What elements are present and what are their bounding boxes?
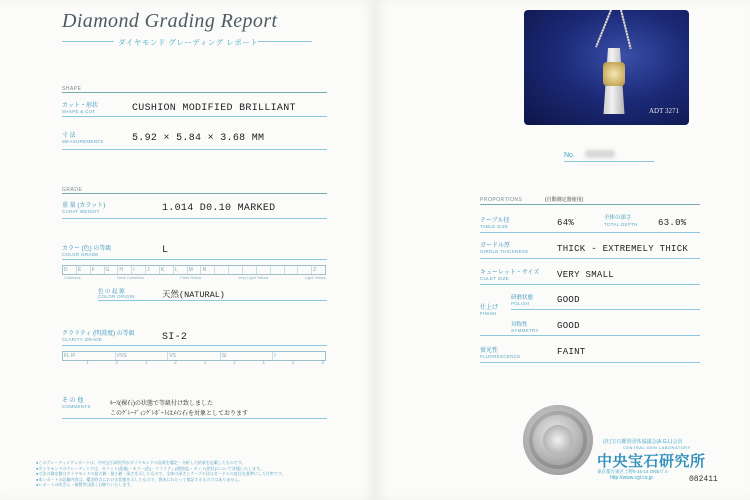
- clarity-scale-cell: FL IF: [63, 352, 116, 360]
- comments-label-jp: そ の 他: [62, 398, 84, 404]
- clarity-sub: 2: [174, 360, 177, 366]
- color-scale-cell: [229, 266, 243, 274]
- stone-photo: [524, 10, 689, 125]
- origin-row-rule: [98, 300, 327, 301]
- color-desc: Faint Yellow: [180, 275, 202, 280]
- total-depth-value: 63.0%: [658, 218, 687, 228]
- clarity-scale-cell: VS: [168, 352, 221, 360]
- color-scale-cell: F: [91, 266, 105, 274]
- shape-section-rule: [62, 92, 327, 93]
- proportions-section-title: PROPORTIONS: [480, 197, 523, 203]
- carat-value: 1.014 D0.10 MARKED: [162, 203, 276, 214]
- table-row-rule: [480, 232, 700, 233]
- clarity-sub: 1: [262, 360, 266, 366]
- origin-value: 天然(NATURAL): [162, 290, 225, 300]
- fineprint-line: ●ダイヤモンドのグレーディングは、カラット(重量)・カラー(色)・クラリティ(透明度)・カット(形状)について評価いたします。: [36, 465, 264, 471]
- clarity-value: SI-2: [162, 332, 188, 343]
- color-scale-cell: D: [63, 266, 77, 274]
- clarity-scale-cell: VVS: [116, 352, 169, 360]
- culet-row-rule: [480, 284, 700, 285]
- symmetry-label-jp: 対称性: [511, 322, 528, 328]
- fineprint-line: ●レポートの改ざん・複製等は固くお断りいたします。: [36, 482, 135, 487]
- comments-row-rule: [62, 418, 327, 419]
- fineprint: [36, 460, 346, 488]
- color-scale-cell: J: [146, 266, 160, 274]
- fluorescence-value: FAINT: [557, 347, 586, 357]
- grade-section-rule: [62, 193, 327, 194]
- color-label-jp: カラー (色) の等級: [62, 246, 112, 252]
- color-scale: [62, 265, 326, 275]
- color-scale-cell: M: [188, 266, 202, 274]
- report-subtitle: ダイヤモンド グレーディング レポート: [118, 38, 259, 47]
- culet-value: VERY SMALL: [557, 270, 615, 280]
- color-scale-cell: I: [132, 266, 146, 274]
- color-scale-cell: E: [77, 266, 91, 274]
- color-scale-cell: [285, 266, 299, 274]
- clarity-scale-subgrades: [86, 360, 324, 366]
- shape-label-en: SHAPE & CUT: [62, 109, 96, 114]
- clarity-sub: 2: [115, 360, 119, 366]
- color-scale-cell: [243, 266, 257, 274]
- chain-left: [595, 10, 612, 47]
- color-scale-cell: [257, 266, 271, 274]
- comments-label-en: COMMENTS: [62, 404, 91, 409]
- serial-number: 082411: [689, 475, 718, 484]
- clarity-label-en: CLARITY GRADE: [62, 337, 103, 342]
- color-scale-cell: [215, 266, 229, 274]
- report-number-label: No.: [564, 152, 575, 159]
- color-row-rule: [62, 259, 327, 260]
- finish-label-en: FINISH: [480, 311, 497, 316]
- color-scale-cell: N: [201, 266, 215, 274]
- clarity-sub: 2: [291, 360, 295, 366]
- carat-row-rule: [62, 218, 327, 219]
- table-size-label-jp: テーブル径: [480, 218, 510, 224]
- org-english-name: CENTRAL GEM LABORATORY: [623, 445, 691, 450]
- fineprint-line: ●本レポートの記載内容は、鑑定時点における状態を示したもので、将来にわたって保証するものではありません。: [36, 476, 243, 482]
- org-membership: (社)宝石鑑別団体協議会(A.G.L)会員: [603, 439, 683, 445]
- color-scale-cell: G: [105, 266, 119, 274]
- table-size-label-en: TABLE SIZE: [480, 224, 509, 229]
- polish-row-rule: [511, 309, 700, 310]
- fluorescence-row-rule: [480, 362, 700, 363]
- finish-row-rule: [480, 335, 700, 336]
- shape-label-jp: カット・形状: [62, 103, 98, 109]
- right-page: [375, 0, 750, 500]
- chain-right: [620, 10, 632, 49]
- girdle-row-rule: [480, 258, 700, 259]
- measurements-label-en: MEASUREMENTS: [62, 139, 104, 144]
- total-depth-label-jp: 全体の深さ: [604, 215, 632, 221]
- measurements-row-rule: [62, 149, 327, 150]
- seal-center: [543, 425, 573, 455]
- org-address: 東京都台東区上野5-15-14 ONEビル: [597, 469, 669, 474]
- total-depth-label-en: TOTAL DEPTH: [604, 222, 638, 227]
- embossed-seal: [523, 405, 593, 475]
- clarity-sub: 2: [232, 360, 236, 366]
- fluorescence-label-jp: 蛍光性: [480, 348, 499, 354]
- origin-label-en: COLOR ORIGIN: [98, 294, 135, 299]
- symmetry-label-en: SYMMETRY: [511, 328, 539, 333]
- color-scale-cell: [298, 266, 312, 274]
- comments-line-1: ﾙｰｽ(裸石)の状態で等級付け致しました: [110, 401, 213, 407]
- report-title: Diamond Grading Report: [62, 10, 278, 32]
- fineprint-line: ●このグレーディングレポートは、中央宝石研究所がダイヤモンドの品質を鑑定・分析した結果を記載したものです。: [36, 460, 246, 465]
- clarity-scale-cell: SI: [221, 352, 274, 360]
- symmetry-value: GOOD: [557, 321, 580, 331]
- color-scale-cell: [271, 266, 285, 274]
- polish-value: GOOD: [557, 295, 580, 305]
- color-scale-cell: K: [160, 266, 174, 274]
- color-desc: Light Yellow: [304, 275, 326, 280]
- color-scale-descriptions: [64, 275, 326, 280]
- color-scale-cell: L: [174, 266, 188, 274]
- comments-line-2: このｸﾞﾚｰﾃﾞｨﾝｸﾞﾚﾎﾟｰﾄはﾒｲﾝ石を対象としております: [110, 411, 249, 417]
- proportions-note: (自動測定器使用): [545, 197, 584, 203]
- clarity-scale-cell: I: [274, 353, 276, 359]
- origin-label-jp: 色 の 起 源: [98, 289, 125, 295]
- clarity-sub: 3: [321, 360, 324, 366]
- culet-label-jp: キューレット・サイズ: [480, 270, 540, 276]
- subtitle-rule-left: [62, 41, 114, 42]
- shape-row-rule: [62, 116, 327, 117]
- clarity-sub: 1: [144, 360, 148, 366]
- report-number-redacted: [585, 150, 615, 158]
- diamond-stone: [603, 62, 625, 86]
- org-url: http://www.cgl.co.jp: [610, 475, 653, 481]
- shape-section-title: SHAPE: [62, 86, 82, 92]
- grade-section-title: GRADE: [62, 187, 83, 193]
- measurements-value: 5.92 × 5.84 × 3.68 MM: [132, 133, 265, 144]
- clarity-sub: 1: [86, 360, 89, 366]
- clarity-label-jp: クラリティ (明澄度) の等級: [62, 331, 135, 337]
- fluorescence-label-en: FLUORESCENCE: [480, 354, 521, 359]
- polish-label-jp: 研磨状態: [511, 295, 534, 301]
- girdle-label-en: GIRDLE THICKNESS: [480, 249, 529, 254]
- color-desc: Very Light Yellow: [238, 275, 269, 280]
- report-number-rule: [564, 161, 654, 162]
- finish-label-jp: 仕上げ: [480, 305, 499, 311]
- photo-caption: ADT 3271: [648, 107, 679, 115]
- org-name: 中央宝石研究所: [597, 453, 706, 470]
- measurements-label-jp: 寸 法: [62, 133, 76, 139]
- fineprint-line: ●寸法の測定値はダイヤモンドの最大値・最小値・深さを示したもので、全体の深さとテーブル径はガードルの直径を基準にした比率です。: [36, 471, 286, 476]
- color-scale-cell: Z: [313, 267, 317, 273]
- carat-label-en: CARAT WEIGHT: [62, 209, 100, 214]
- subtitle-rule-right: [258, 41, 312, 42]
- color-label-en: COLOR GRADE: [62, 252, 99, 257]
- shape-value: CUSHION MODIFIED BRILLIANT: [132, 103, 296, 114]
- color-scale-cell: H: [118, 266, 132, 274]
- table-size-value: 64%: [557, 218, 575, 228]
- girdle-value: THICK - EXTREMELY THICK: [557, 244, 689, 254]
- girdle-label-jp: ガードル厚: [480, 243, 511, 249]
- polish-label-en: POLISH: [511, 301, 530, 306]
- proportions-section-rule: [480, 204, 700, 205]
- color-value: L: [162, 245, 169, 256]
- color-desc: Near Colorless: [117, 275, 144, 280]
- clarity-sub: 1: [203, 360, 207, 366]
- clarity-row-rule: [62, 345, 327, 346]
- color-desc: Colorless: [64, 275, 81, 280]
- culet-label-en: CULET SIZE: [480, 276, 509, 281]
- carat-label-jp: 重 量 (カラット): [62, 203, 106, 209]
